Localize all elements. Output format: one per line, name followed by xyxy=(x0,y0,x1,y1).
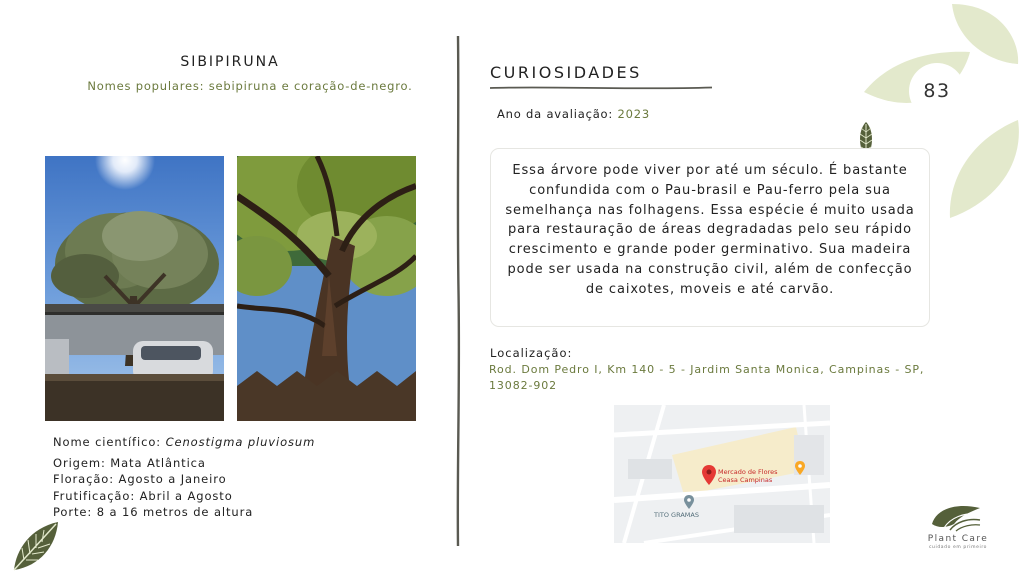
column-divider xyxy=(454,36,462,546)
scientific-name-label: Nome científico: xyxy=(53,435,166,449)
flowering-period: Floração: Agosto a Janeiro xyxy=(53,472,227,487)
map-place-line1: Mercado de Flores xyxy=(718,468,778,476)
brand-tagline: cuidado em primeiro xyxy=(928,545,988,550)
tree-size: Porte: 8 a 16 metros de altura xyxy=(53,505,254,520)
location-label: Localização: xyxy=(490,346,573,360)
curiosities-title: CURIOSIDADES xyxy=(490,63,642,82)
origin: Origem: Mata Atlântica xyxy=(53,455,206,470)
page-number: 83 xyxy=(909,63,965,119)
fruiting-period: Frutificação: Abril a Agosto xyxy=(53,488,233,503)
species-title: SIBIPIRUNA xyxy=(180,54,280,70)
leaf-decoration-icon xyxy=(10,520,62,572)
species-facts xyxy=(53,434,315,521)
map-food-pin-icon[interactable] xyxy=(795,461,805,475)
map-secondary-label: TITO GRAMAS xyxy=(654,511,699,519)
tree-photo-canopy xyxy=(45,156,224,421)
location-address: Rod. Dom Pedro I, Km 140 - 5 - Jardim Santa Monica, Campinas - SP, 13082-902 xyxy=(489,363,925,392)
location-map[interactable] xyxy=(614,405,830,543)
curiosity-text: Essa árvore pode viver por até um século. É bastante confundida com o Pau-brasil e Pau-ferro pela sua semelhança nas folhagens. Essa espécie é muito usada para restauração de áreas degradadas pelo seu rápido crescimento e grande poder germinativo. Sua madeira pode ser usada na construção civil, além de confecção de caixotes, moveis e até carvão. xyxy=(505,163,915,297)
map-pin-icon[interactable] xyxy=(702,465,716,485)
scientific-name-value: Cenostigma pluviosum xyxy=(165,435,316,449)
year-label: Ano da avaliação: xyxy=(497,107,618,121)
map-place-line2: Ceasa Campinas xyxy=(718,476,773,484)
brand-name: Plant Care xyxy=(927,534,989,544)
evaluation-year xyxy=(497,107,650,121)
title-underline xyxy=(490,84,712,92)
plant-care-logo xyxy=(930,502,982,532)
popular-names: Nomes populares: sebipiruna e coração-de-negro. xyxy=(87,79,413,93)
map-place-name xyxy=(718,468,778,484)
year-value: 2023 xyxy=(617,107,650,121)
scientific-name xyxy=(53,434,315,451)
tree-photo-trunk xyxy=(237,156,416,421)
map-secondary-pin-icon[interactable] xyxy=(684,495,694,509)
